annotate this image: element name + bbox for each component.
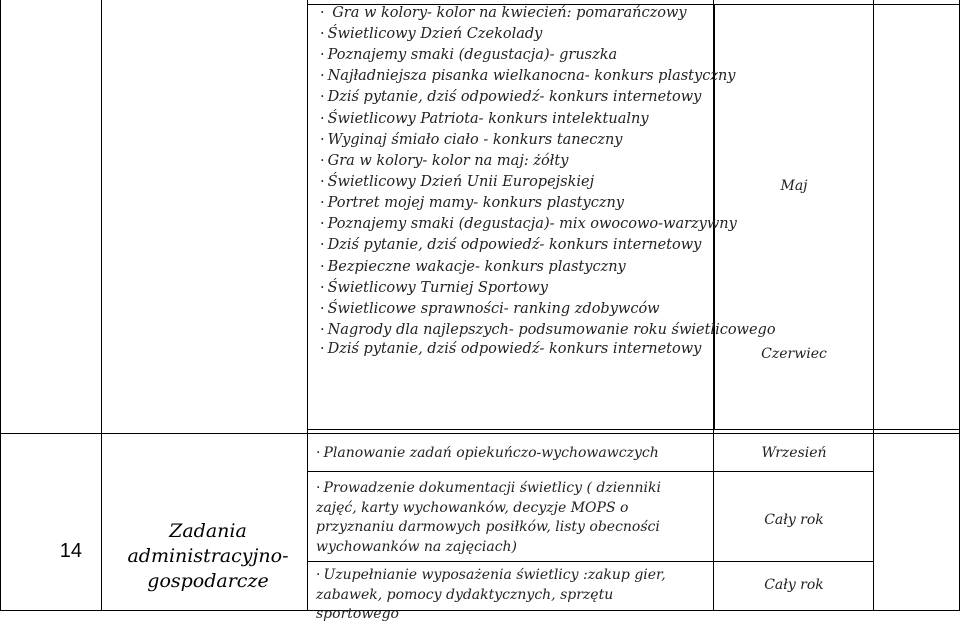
extra-inner-box — [874, 4, 960, 430]
activity-item: · Gra w kolory- kolor na kwiecień: pomarańczowy — [320, 5, 687, 21]
task-equipment: · Uzupełnianie wyposażenia świetlicy :zakup gier, zabawek, pomocy dydaktycznych, sprzętu sportowego — [316, 567, 666, 622]
top-number-cell — [0, 0, 102, 434]
activity-item: · Portret mojej mamy- konkurs plastyczny — [320, 195, 624, 211]
activity-item: · Świetlicowy Dzień Unii Europejskiej — [320, 174, 595, 190]
activity-item: · Świetlicowy Turniej Sportowy — [320, 280, 548, 296]
activity-item: · Nagrody dla najlepszych- podsumowanie roku świetlicowego — [320, 322, 776, 338]
activity-item: · Poznajemy smaki (degustacja)- mix owocowo-warzywny — [320, 216, 737, 232]
months-inner-box — [714, 4, 874, 430]
task-documentation: · Prowadzenie dokumentacji świetlicy ( dzienniki zajęć, karty wychowanków, decyzje MOPS o przyznaniu darmowych posiłków, listy obecności wychowanków na zajęciach) — [316, 480, 661, 555]
term-all-year-1: Cały rok — [764, 512, 824, 528]
task-planning: · Planowanie zadań opiekuńczo-wychowawczych — [316, 445, 659, 461]
number-cell — [0, 434, 102, 611]
extra-bottom-cell — [874, 434, 960, 611]
row-number: 14 — [59, 540, 82, 562]
month-june: Czerwiec — [761, 346, 827, 362]
activity-item: · Wyginaj śmiało ciało - konkurs taneczny — [320, 132, 623, 148]
activity-item: · Świetlicowe sprawności- ranking zdobywców — [320, 301, 660, 317]
activity-item: · Dziś pytanie, dziś odpowiedź- konkurs internetowy — [320, 237, 702, 253]
category-label: Zadania administracyjno-gospodarcze — [127, 520, 289, 592]
activity-item: · Gra w kolory- kolor na maj: żółty — [320, 153, 569, 169]
term-all-year-2: Cały rok — [764, 577, 824, 593]
activity-item: · Świetlicowy Patriota- konkurs intelektualny — [320, 111, 649, 127]
month-may: Maj — [780, 178, 808, 194]
activity-item: · Dziś pytanie, dziś odpowiedź- konkurs internetowy — [320, 89, 702, 105]
activity-item: · Najładniejsza pisanka wielkanocna- konkurs plastyczny — [320, 68, 736, 84]
activity-item: · Świetlicowy Dzień Czekolady — [320, 26, 543, 42]
activity-item: · Dziś pytanie, dziś odpowiedź- konkurs internetowy — [320, 341, 702, 357]
activity-item: · Poznajemy smaki (degustacja)- gruszka — [320, 47, 618, 63]
activity-item: · Bezpieczne wakacje- konkurs plastyczny — [320, 259, 626, 275]
top-category-cell — [102, 0, 308, 434]
term-september: Wrzesień — [761, 445, 827, 461]
